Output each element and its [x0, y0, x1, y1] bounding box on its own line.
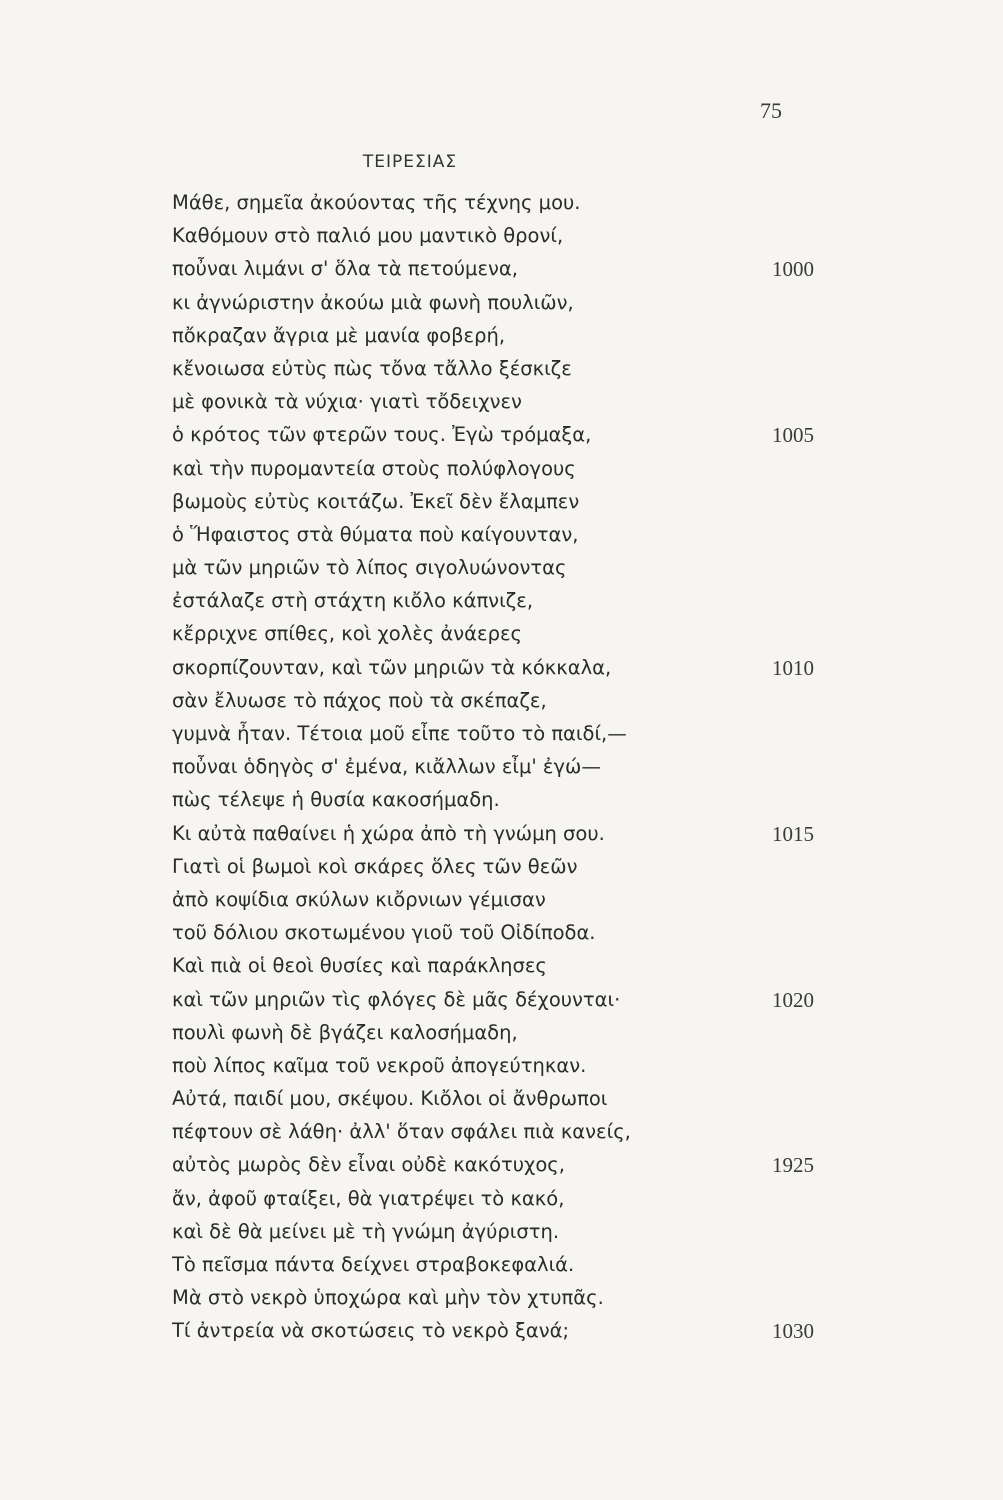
verse-line: [0, 188, 1003, 221]
verse-line-text: ποὺ λίπος καῖμα τοῦ νεκροῦ ἀπογεύτηκαν.: [172, 1053, 587, 1077]
verse-line-text: ὁ κρότος τῶν φτερῶν τους. Ἐγὼ τρόμαξα,: [172, 423, 592, 447]
verse-line: [0, 354, 1003, 387]
verse-line-text: Καὶ πιὰ οἱ θεοὶ θυσίες καὶ παράκλησες: [172, 954, 547, 978]
verse-line: [0, 785, 1003, 818]
verse-line: [0, 520, 1003, 553]
verse-line-text: ποὖναι λιμάνι σ' ὅλα τὰ πετούμενα,: [172, 257, 518, 281]
page-number: 75: [760, 98, 782, 123]
verse-line-text: Μάθε, σημεῖα ἀκούοντας τῆς τέχνης μου.: [172, 191, 581, 214]
verse-line-text: καὶ τῶν μηριῶν τὶς φλόγες δὲ μᾶς δέχουνται·: [172, 987, 621, 1011]
verse-line: [0, 288, 1003, 321]
verse-line-text: κἔρριχνε σπίθες, κοὶ χολὲς ἀνάερες: [172, 622, 522, 646]
verse-line: [0, 819, 1003, 852]
verse-line: [0, 553, 1003, 586]
line-number: 1010: [772, 655, 814, 680]
verse-line-text: σὰν ἔλυωσε τὸ πάχος ποὺ τὰ σκέπαζε,: [172, 688, 547, 712]
verse-line-text: μὰ τῶν μηριῶν τὸ λίπος σιγολυώνοντας: [172, 556, 567, 580]
verse-line: [0, 885, 1003, 918]
verse-line: [0, 1150, 1003, 1183]
verse-line-text: ἀπὸ κοψίδια σκύλων κιὄρνιων γέμισαν: [172, 887, 546, 911]
verse-line-text: Μὰ στὸ νεκρὸ ὑποχώρα καὶ μὴν τὸν χτυπᾶς.: [172, 1286, 604, 1310]
line-number: 1925: [772, 1153, 814, 1178]
verse-line: [0, 1084, 1003, 1117]
verse-line-text: ἐστάλαζε στὴ στάχτη κιὄλο κάπνιζε,: [172, 589, 534, 613]
verse-line: [0, 852, 1003, 885]
line-number: 1015: [772, 821, 814, 846]
verse-line: [0, 752, 1003, 785]
verse-line: [0, 420, 1003, 453]
verse-line: [0, 619, 1003, 652]
verse-line-text: αὐτὸς μωρὸς δὲν εἶναι οὐδὲ κακότυχος,: [172, 1153, 565, 1177]
verse-line-text: καὶ τὴν πυρομαντεία στοὺς πολύφλογους: [172, 456, 576, 480]
verse-line: [0, 1184, 1003, 1217]
verse-line-text: ποὖναι ὁδηγὸς σ' ἐμένα, κιἄλλων εἶμ' ἐγώ—: [172, 755, 601, 779]
verse-line-text: βωμοὺς εὐτὺς κοιτάζω. Ἐκεῖ δὲν ἔλαμπεν: [172, 489, 580, 513]
verse-line-text: κι ἀγνώριστην ἀκούω μιὰ φωνὴ πουλιῶν,: [172, 290, 574, 314]
verse-line: [0, 454, 1003, 487]
verse-line: [0, 653, 1003, 686]
verse-line: [0, 985, 1003, 1018]
verse-line: [0, 321, 1003, 354]
verse-line-text: ὁ Ἥφαιστος στὰ θύματα ποὺ καίγουνταν,: [172, 522, 579, 546]
verse-line: [0, 586, 1003, 619]
verse-line-text: Καθόμουν στὸ παλιό μου μαντικὸ θρονί,: [172, 224, 564, 248]
verse-line: [0, 254, 1003, 287]
verse-line-text: πὼς τέλεψε ἡ θυσία κακοσήμαδη.: [172, 788, 500, 812]
verse-line-text: κἔνοιωσα εὐτὺς πὼς τὄνα τἄλλο ξέσκιζε: [172, 356, 572, 380]
verse-line-text: Κι αὐτὰ παθαίνει ἡ χώρα ἀπὸ τὴ γνώμη σου.: [172, 821, 605, 845]
verse-line-text: Γιατὶ οἱ βωμοὶ κοὶ σκάρες ὅλες τῶν θεῶν: [172, 854, 578, 878]
verse-line: [0, 387, 1003, 420]
verse-line: [0, 686, 1003, 719]
verse-line-text: πουλὶ φωνὴ δὲ βγάζει καλοσήμαδη,: [172, 1020, 518, 1044]
verse-line: [0, 1250, 1003, 1283]
verse-line-text: σκορπίζουνταν, καὶ τῶν μηριῶν τὰ κόκκαλα,: [172, 655, 612, 679]
verse-line-text: ἄν, ἀφοῦ φταίξει, θὰ γιατρέψει τὸ κακό,: [172, 1186, 565, 1210]
line-number: 1030: [772, 1319, 814, 1344]
verse-line-text: Τὸ πεῖσμα πάντα δείχνει στραβοκεφαλιά.: [172, 1253, 575, 1276]
line-number: 1005: [772, 423, 814, 448]
verse-line-text: τοῦ δόλιου σκοτωμένου γιοῦ τοῦ Οἰδίποδα.: [172, 921, 596, 945]
verse-block: [0, 188, 1003, 1350]
verse-line-text: πὄκραζαν ἄγρια μὲ μανία φοβερή,: [172, 323, 506, 347]
line-number: 1000: [772, 257, 814, 282]
verse-line: [0, 719, 1003, 752]
speaker-heading: ΤΕΙΡΕΣΙΑΣ: [362, 152, 458, 172]
verse-line: [0, 221, 1003, 254]
verse-line: [0, 487, 1003, 520]
verse-line: [0, 918, 1003, 951]
verse-line-text: πέφτουν σὲ λάθη· ἀλλ' ὅταν σφάλει πιὰ κανείς,: [172, 1120, 631, 1144]
verse-line-text: Τί ἀντρεία νὰ σκοτώσεις τὸ νεκρὸ ξανά;: [172, 1319, 570, 1343]
verse-line-text: Αὐτά, παιδί μου, σκέψου. Κιὄλοι οἱ ἄνθρωποι: [172, 1087, 608, 1111]
verse-line: [0, 1316, 1003, 1349]
verse-line-text: γυμνὰ ἦταν. Τέτοια μοῦ εἶπε τοῦτο τὸ παιδί,—: [172, 722, 627, 745]
verse-line-text: καὶ δὲ θὰ μείνει μὲ τὴ γνώμη ἀγύριστη.: [172, 1219, 560, 1243]
verse-line: [0, 1117, 1003, 1150]
verse-line: [0, 951, 1003, 984]
verse-line: [0, 1051, 1003, 1084]
line-number: 1020: [772, 987, 814, 1012]
verse-line: [0, 1283, 1003, 1316]
verse-line-text: μὲ φονικὰ τὰ νύχια· γιατὶ τὄδειχνεν: [172, 390, 522, 414]
verse-line: [0, 1018, 1003, 1051]
verse-line: [0, 1217, 1003, 1250]
